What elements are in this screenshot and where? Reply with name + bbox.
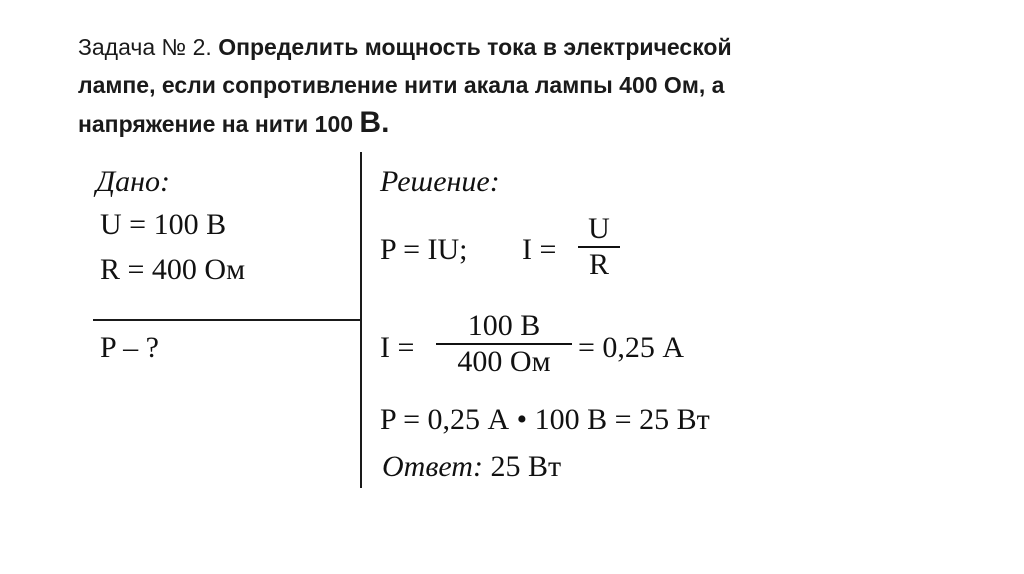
answer-label: Ответ: [382,450,483,483]
formula-current-fraction [578,212,620,282]
fraction-denominator-r: R [588,248,609,281]
problem-line-3 [78,104,938,143]
calc-current-result: = 0,25 А [578,331,685,364]
problem-unit: В. [359,106,390,139]
problem-text-2: лампе, если сопротивление нити акала лампы 400 Ом, а [78,72,725,98]
given-find: P – ? [100,331,159,364]
problem-text-3: напряжение на нити 100 [78,111,354,137]
problem-statement [78,28,938,143]
given-title: Дано: [96,165,170,198]
formula-current-left: I = [522,233,557,266]
given-resistance: R = 400 Ом [100,253,246,286]
given-divider [93,319,361,321]
solution-title: Решение: [380,165,500,198]
fraction-numerator-u: U [588,212,610,245]
problem-line-1 [78,28,938,66]
calc-current-left: I = [380,331,415,364]
answer-line [382,450,561,484]
calc-denominator: 400 Ом [457,345,551,378]
problem-text-1: Определить мощность тока в электрической [218,34,732,60]
calc-numerator: 100 В [467,309,541,342]
answer-value: 25 Вт [490,450,562,483]
calc-power: P = 0,25 А • 100 В = 25 Вт [380,403,710,436]
given-voltage: U = 100 В [100,208,227,241]
formula-power: P = IU; [380,233,468,266]
calc-current-fraction [436,309,572,379]
problem-number: Задача № 2. [78,34,212,60]
